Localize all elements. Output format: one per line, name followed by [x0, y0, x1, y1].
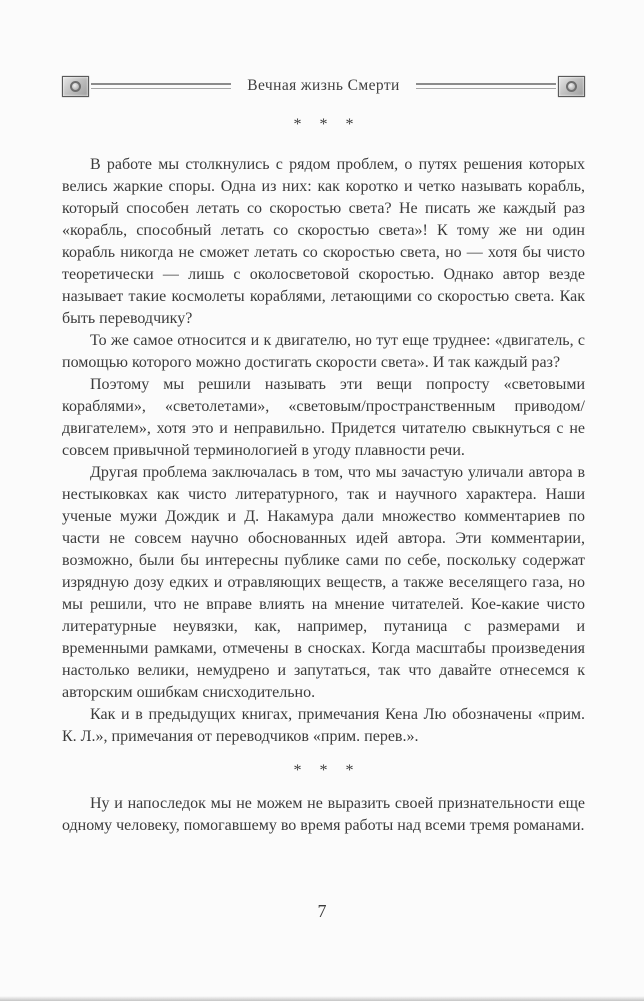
section-separator: * * *	[293, 762, 354, 779]
rule-line	[416, 88, 556, 89]
paragraph: В работе мы столкнулись с рядом проблем, о путях решения которых велись жаркие споры. Одна из них: как коротко и четко называть корабль, который способен летать со скоростью света? Не писать же каждый раз «корабль, способный летать со скоростью света»! К тому же ни один корабль никогда не сможет летать со скоростью света, но — хотя бы чисто теоретически — лишь с околосветовой скоростью. Однако автор везде называет такие космолеты кораблями, летающими со скоростью света. Как быть переводчику?	[62, 156, 585, 327]
paragraph: Как и в предыдущих книгах, примечания Кена Лю обозначены «прим. К. Л.», примечания от переводчиков «прим. перев.».	[62, 706, 585, 745]
ornament-ring-icon	[70, 81, 81, 92]
rule-line	[416, 83, 556, 85]
running-head-title: Вечная жизнь Смерти	[247, 77, 400, 94]
page-number: 7	[317, 901, 327, 921]
ornament-ring-icon	[566, 81, 577, 92]
page-header	[62, 74, 585, 98]
page-body	[62, 116, 585, 837]
page-bottom-edge	[0, 996, 644, 1001]
header-rule-left	[91, 83, 231, 89]
paragraph: Другая проблема заключалась в том, что мы зачастую уличали автора в нестыковках как чисто литературного, так и научного характера. Наши ученые мужи Дождик и Д. Накамура дали множество комментариев по части не совсем научно обоснованных идей автора. Эти комментарии, возможно, были бы интересны публике сами по себе, поскольку содержат изрядную дозу едких и отравляющих веществ, а также веселящего газа, но мы решили, что не вправе влиять на мнение читателей. Кое-какие чисто литературные неувязки, как, например, путаница с размерами и временными рамками, отмечены в сносках. Когда масштабы произведения настолько велики, немудрено и запутаться, так что давайте отнесемся к авторским ошибкам снисходительно.	[62, 464, 585, 701]
rule-line	[91, 88, 231, 89]
corner-ornament-icon	[558, 76, 585, 97]
paragraph: Ну и напоследок мы не можем не выразить своей признательности еще одному человеку, помогавшему во время работы над всеми тремя романами.	[62, 795, 585, 834]
section-separator: * * *	[293, 116, 354, 133]
rule-line	[91, 83, 231, 85]
paragraph: Поэтому мы решили называть эти вещи попросту «световыми кораблями», «светолетами», «световым/пространственным приводом/двигателем», хотя это и неправильно. Придется читателю свыкнуться с не совсем привычной терминологией в угоду плавности речи.	[62, 376, 585, 459]
header-rule-right	[416, 83, 556, 89]
corner-ornament-icon	[62, 76, 89, 97]
paragraph: То же самое относится и к двигателю, но тут еще труднее: «двигатель, с помощью которого можно достигать скорости света». И так каждый раз?	[62, 332, 585, 371]
